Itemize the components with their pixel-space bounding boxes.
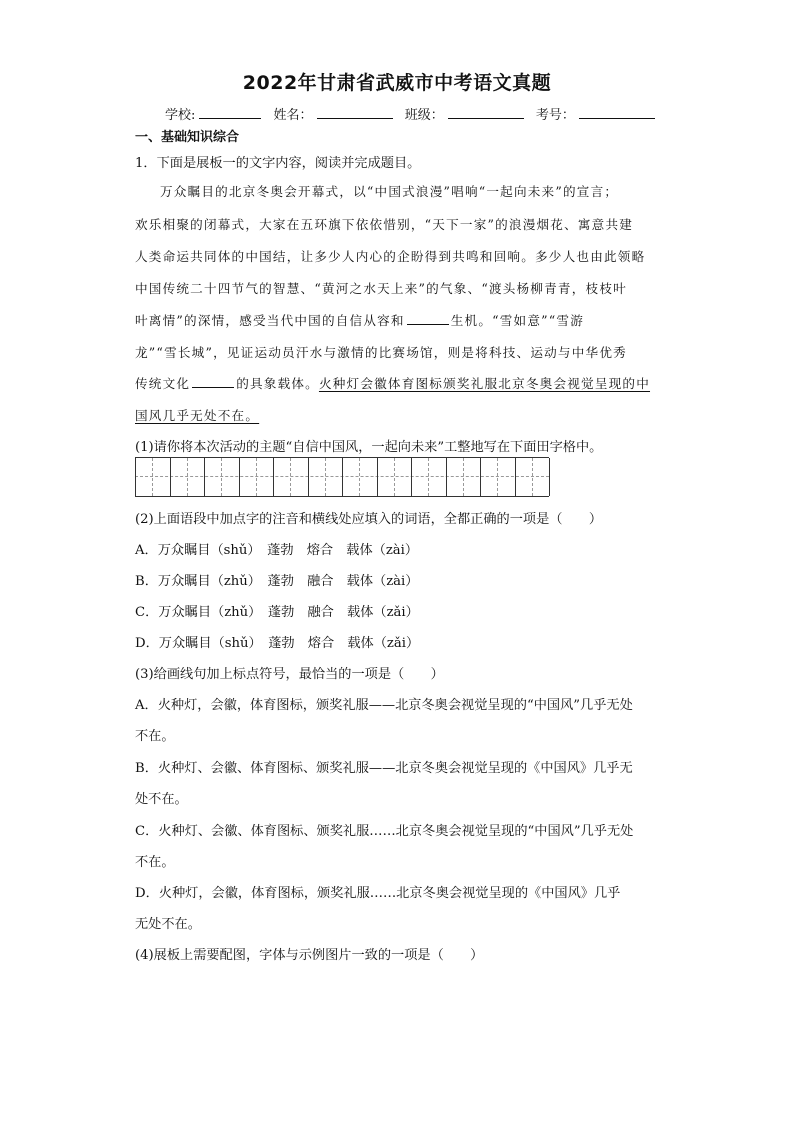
grid-center-line xyxy=(152,458,153,496)
passage-line-3: 人类命运共同体的中国结，让多少人内心的企盼得到共鸣和回响。多少人也由此领略 xyxy=(135,249,646,264)
option-3c-line-1: C．火种灯、会徽、体育图标、颁奖礼服……北京冬奥会视觉呈现的“中国风”几乎无处 xyxy=(135,824,634,839)
grid-center-line xyxy=(290,458,291,496)
grid-border-line xyxy=(273,458,274,496)
underlined-sentence-part-1: 火种灯会徽体育图标颁奖礼服北京冬奥会视觉呈现的中 xyxy=(318,376,651,391)
passage-line-4: 中国传统二十四节气的智慧、“黄河之水天上来”的气象、“渡头杨柳青青，枝枝叶 xyxy=(135,281,627,296)
underlined-sentence-part-2: 国风几乎无处不在。 xyxy=(135,408,260,423)
passage-line-7-mid: 的具象载体。 xyxy=(236,376,319,391)
sub-question-4: (4)展板上需要配图，字体与示例图片一致的一项是（ ） xyxy=(135,948,484,963)
passage-line-7 xyxy=(135,373,650,392)
passage-line-5-tail: 生机。“雪如意”“雪游 xyxy=(450,313,584,328)
passage-line-2: 欢乐相聚的闭幕式，大家在五环旗下依依惜别，“天下一家”的浪漫烟花、寓意共建 xyxy=(135,217,634,232)
grid-center-line xyxy=(325,458,326,496)
grid-center-line xyxy=(187,458,188,496)
school-label: 学校: xyxy=(165,108,196,123)
grid-border-line xyxy=(170,458,171,496)
sub-question-2: (2)上面语段中加点字的注音和横线处应填入的词语，全都正确的一项是（ ） xyxy=(135,512,603,527)
grid-border-line xyxy=(446,458,447,496)
grid-center-line xyxy=(221,458,222,496)
class-blank xyxy=(448,106,524,119)
grid-border-line xyxy=(308,458,309,496)
grid-center-line xyxy=(428,458,429,496)
grid-border-line xyxy=(342,458,343,496)
grid-border-line xyxy=(411,458,412,496)
option-3a-line-1: A．火种灯，会徽，体育图标，颁奖礼服——北京冬奥会视觉呈现的“中国风”几乎无处 xyxy=(135,698,633,713)
question-stem: 1．下面是展板一的文字内容，阅读并完成题目。 xyxy=(135,156,421,171)
school-blank xyxy=(199,106,261,119)
grid-center-line xyxy=(532,458,533,496)
page-title: 2022年甘肃省武威市中考语文真题 xyxy=(242,72,552,94)
option-3d-line-2: 无处不在。 xyxy=(135,917,201,932)
id-blank xyxy=(579,106,655,119)
option-3a-line-2: 不在。 xyxy=(135,729,175,744)
name-label: 姓名： xyxy=(273,108,313,123)
fill-blank-1 xyxy=(407,312,449,325)
sub-question-1: (1)请你将本次活动的主题“自信中国风，一起向未来”工整地写在下面田字格中。 xyxy=(135,440,603,455)
grid-border-line xyxy=(549,458,550,496)
grid-border-line xyxy=(515,458,516,496)
option-3c-line-2: 不在。 xyxy=(135,855,175,870)
grid-border-line xyxy=(239,458,240,496)
student-info-line xyxy=(165,104,655,123)
name-blank xyxy=(317,106,393,119)
option-2c: C．万众瞩目（zhǔ） 蓬勃 融合 载体（zǎi） xyxy=(135,605,419,620)
grid-center-line xyxy=(394,458,395,496)
option-2a: A．万众瞩目（shǔ） 蓬勃 熔合 载体（zài） xyxy=(135,543,419,558)
option-3d-line-1: D．火种灯，会徽，体育图标，颁奖礼服……北京冬奥会视觉呈现的《中国风》几乎 xyxy=(135,886,621,901)
grid-border-line xyxy=(135,458,136,496)
option-2d: D．万众瞩目（shǔ） 蓬勃 熔合 载体（zǎi） xyxy=(135,636,420,651)
passage-line-5 xyxy=(135,310,584,329)
passage-line-7-text: 传统文化 xyxy=(135,376,191,391)
grid-center-line xyxy=(463,458,464,496)
grid-border-line xyxy=(204,458,205,496)
class-label: 班级： xyxy=(404,108,444,123)
passage-line-1: 万众瞩目的北京冬奥会开幕式，以“中国式浪漫”唱响“一起向未来”的宣言； xyxy=(160,184,619,199)
tianzige-grid[interactable] xyxy=(135,457,549,497)
option-3b-line-2: 处不在。 xyxy=(135,792,188,807)
fill-blank-2 xyxy=(192,375,234,388)
option-2b: B．万众瞩目（zhǔ） 蓬勃 融合 载体（zài） xyxy=(135,574,419,589)
sub-question-3: (3)给画线句加上标点符号，最恰当的一项是（ ） xyxy=(135,667,444,682)
id-label: 考号： xyxy=(535,108,575,123)
grid-center-line xyxy=(256,458,257,496)
passage-line-5-text: 叶离情”的深情，感受当代中国的自信从容和 xyxy=(135,313,405,328)
passage-line-6: 龙”“雪长城”，见证运动员汗水与激情的比赛场馆，则是将科技、运动与中华优秀 xyxy=(135,345,627,360)
grid-border-line xyxy=(377,458,378,496)
grid-border-line xyxy=(480,458,481,496)
grid-center-line xyxy=(359,458,360,496)
option-3b-line-1: B．火种灯、会徽、体育图标、颁奖礼服——北京冬奥会视觉呈现的《中国风》几乎无 xyxy=(135,761,633,776)
section-heading: 一、基础知识综合 xyxy=(135,130,240,145)
grid-center-line xyxy=(497,458,498,496)
